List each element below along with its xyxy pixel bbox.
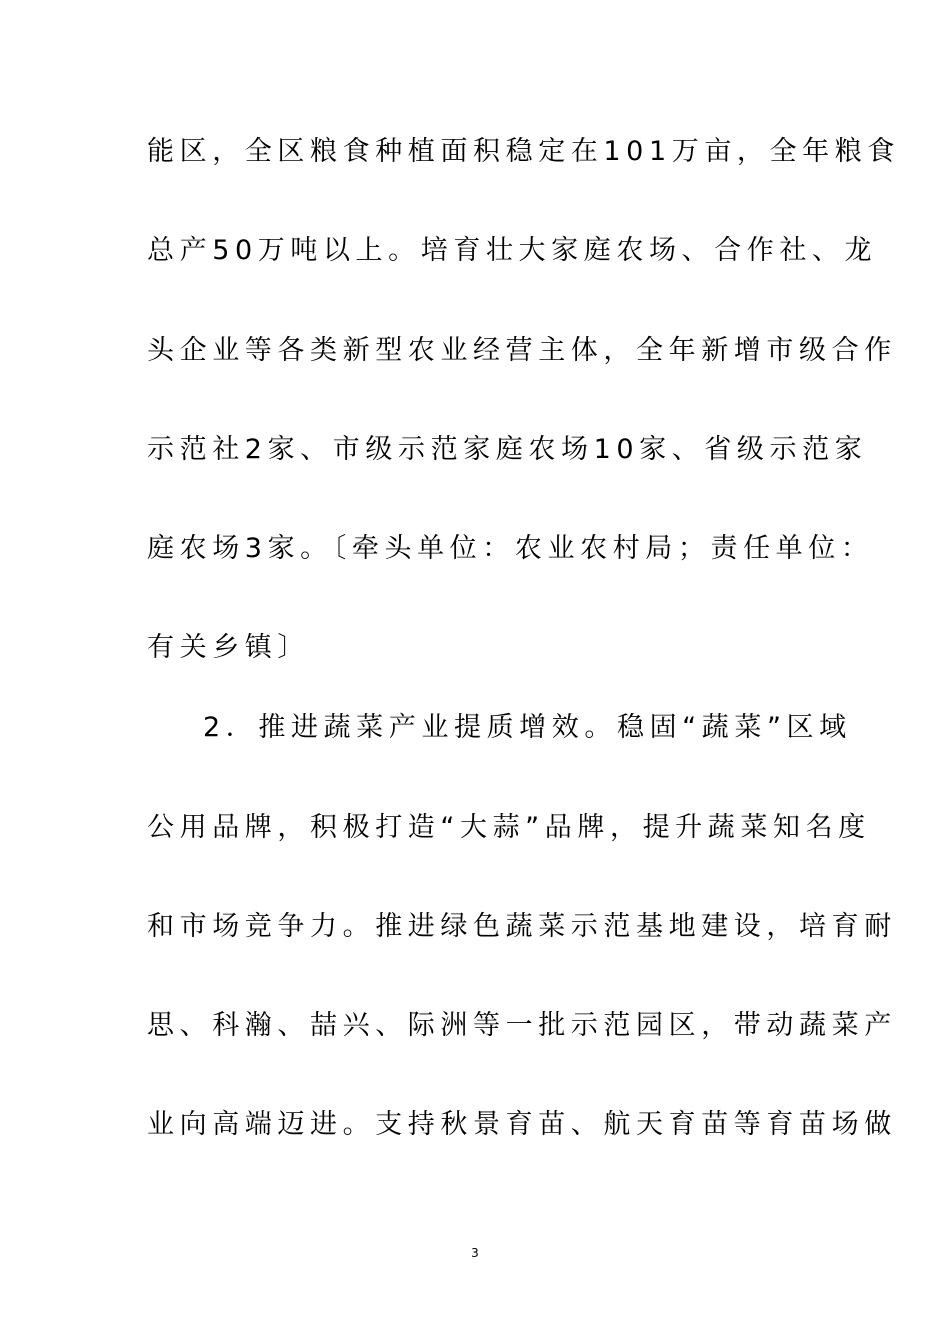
text-line: 和市场竞争力。推进绿色蔬菜示范基地建设，培育耐: [147, 911, 897, 942]
paragraph-heading-line: 2．推进蔬菜产业提质增效。稳固“蔬菜”区域: [203, 712, 852, 743]
text-line: 业向高端迈进。支持秋景育苗、航天育苗等育苗场做: [147, 1109, 897, 1140]
text-line: 思、科瀚、喆兴、际洲等一批示范园区，带动蔬菜产: [147, 1010, 897, 1041]
text-line: 总产50万吨以上。培育壮大家庭农场、合作社、龙: [147, 235, 878, 266]
text-line: 有关乡镇〕: [147, 632, 310, 663]
text-line: 头企业等各类新型农业经营主体，全年新增市级合作: [147, 335, 897, 366]
text-line: 公用品牌，积极打造“大蒜”品牌，提升蔬菜知名度: [147, 812, 871, 843]
text-line: 能区，全区粮食种植面积稳定在101万亩，全年粮食: [147, 136, 900, 167]
text-line: 示范社2家、市级示范家庭农场10家、省级示范家: [147, 434, 868, 465]
page-number: 3: [471, 1246, 479, 1260]
text-line: 庭农场3家。〔牵头单位：农业农村局；责任单位：: [147, 533, 874, 564]
